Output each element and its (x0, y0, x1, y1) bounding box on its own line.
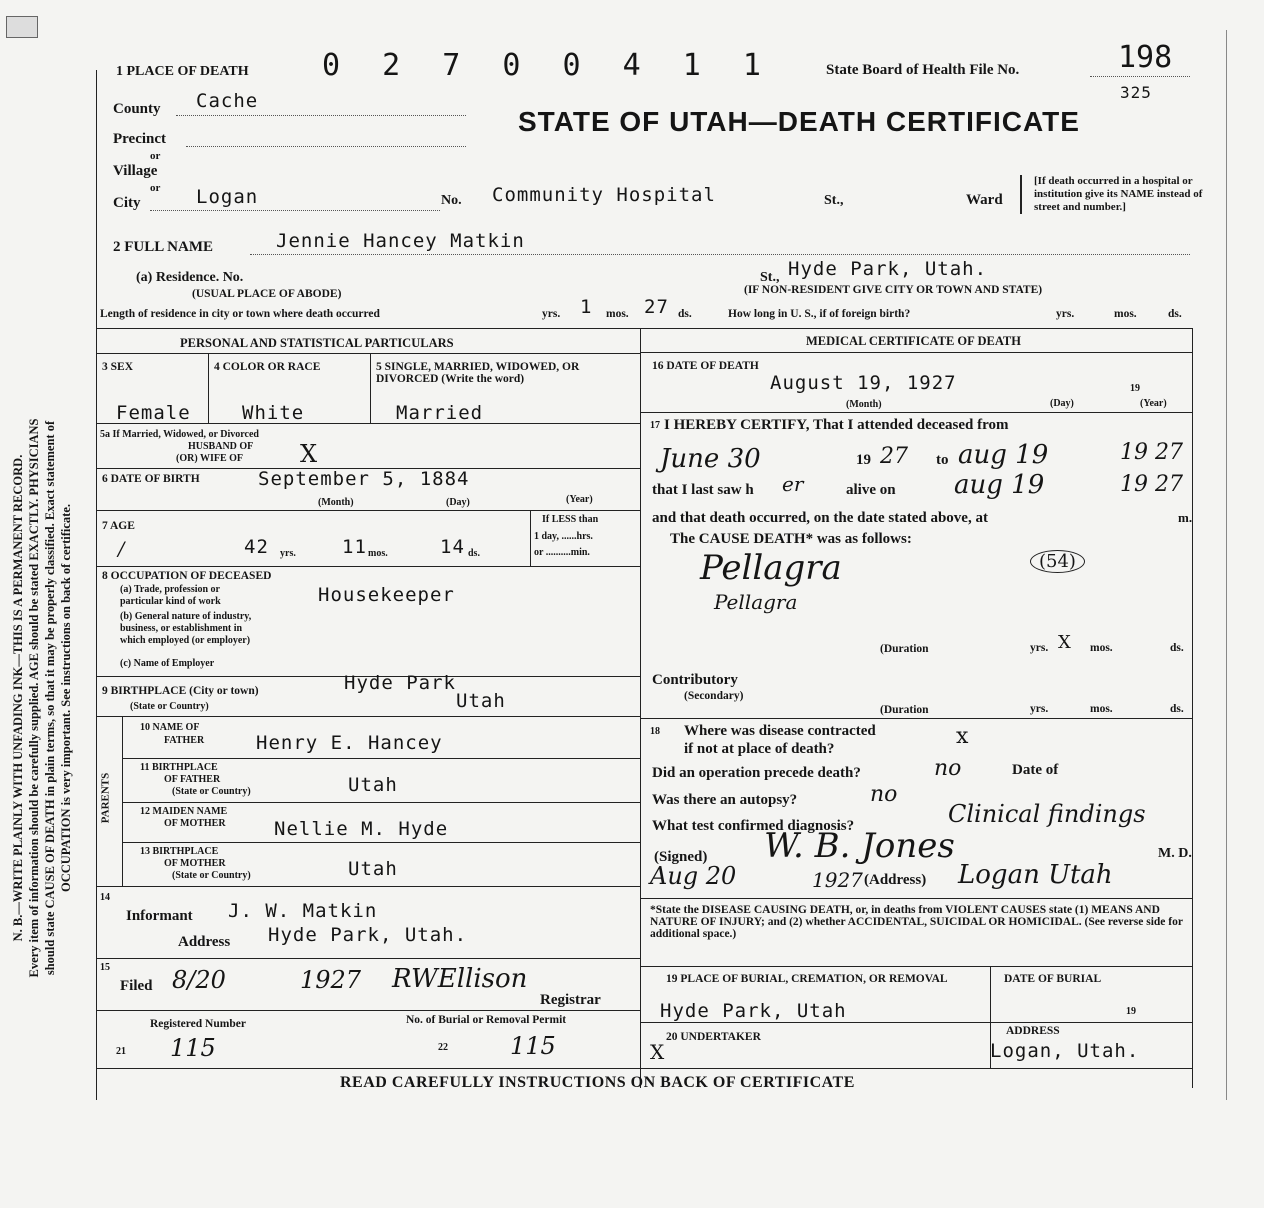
signed-date: Aug 20 (650, 862, 737, 890)
age-less-1: If LESS than (542, 514, 599, 525)
certify-label: I HEREBY CERTIFY, That I attended deceased from (664, 417, 1009, 433)
last-saw-label: that I last saw h (652, 482, 754, 498)
operation-date-label: Date of (1012, 762, 1059, 778)
attended-from-year: 27 (880, 444, 908, 469)
age-label: 7 AGE (102, 520, 135, 532)
residence-value: Hyde Park, Utah. (788, 258, 988, 280)
color-value: White (242, 402, 305, 424)
parents-label: PARENTS (99, 772, 112, 824)
registrar-label: Registrar (540, 992, 601, 1008)
ward-label: Ward (966, 192, 1003, 208)
or-2: or (150, 182, 161, 194)
father-bp-label-1: 11 BIRTHPLACE (140, 762, 218, 773)
county-label: County (113, 101, 161, 117)
place-of-death-label: 1 PLACE OF DEATH (116, 64, 249, 79)
hospital-note: [If death occurred in a hospital or institution give its NAME instead of street and number.] (1020, 175, 1204, 214)
cause-code: (54) (1030, 550, 1085, 573)
age-ds-value: 14 (440, 536, 465, 558)
duration-mos: mos. (1090, 642, 1113, 654)
foreign-birth-label: How long in U. S., if of foreign birth? (728, 308, 911, 320)
precinct-label: Precinct (113, 131, 167, 147)
row-line-12 (96, 1010, 640, 1011)
signed-label: (Signed) (654, 849, 708, 865)
date-month: (Month) (846, 399, 882, 410)
cause-value: Pellagra (700, 548, 842, 588)
test-label: What test confirmed diagnosis? (652, 818, 855, 834)
father-bp-label-3: (State or Country) (172, 786, 251, 797)
undertaker-label: 20 UNDERTAKER (666, 1031, 761, 1043)
father-value: Henry E. Hancey (256, 732, 443, 754)
father-label-2: FATHER (164, 735, 205, 746)
burial-permit-label: No. of Burial or Removal Permit (406, 1014, 567, 1026)
row-line-9 (122, 842, 640, 843)
file-no-sub: 325 (1120, 83, 1152, 102)
mother-bp-label-2: OF MOTHER (164, 858, 226, 869)
color-label: 4 COLOR OR RACE (214, 361, 321, 373)
secondary-label: (Secondary) (684, 690, 744, 702)
dob-label: 6 DATE OF BIRTH (102, 473, 200, 485)
father-label-1: 10 NAME OF (140, 722, 200, 733)
cause-note: *State the DISEASE CAUSING DEATH, or, in deaths from VIOLENT CAUSES state (1) MEANS AND NATURE OF INJURY; and (2) whether ACCIDENTAL, SUICIDAL OR HOMICIDAL. (See reverse side for additional space.) (650, 904, 1183, 940)
side-instructions (10, 188, 74, 1208)
mother-birthplace-value: Utah (348, 858, 398, 880)
date-year: (Year) (1140, 398, 1167, 409)
personal-head-line (96, 353, 640, 354)
duration2-ds: ds. (1170, 703, 1184, 715)
corner-stamp (6, 16, 38, 38)
center-divider (640, 328, 641, 1088)
side-note-1: N. B.—WRITE PLAINLY WITH UNFADING INK—THIS IS A PERMANENT RECORD. (11, 454, 25, 942)
last-saw-year: 19 27 (1120, 472, 1183, 497)
last-saw-pronoun: er (782, 472, 804, 496)
burial-place-value: Hyde Park, Utah (660, 1000, 847, 1022)
date-of-death-value: August 19, 1927 (770, 372, 957, 394)
nonresident-note: (IF NON-RESIDENT GIVE CITY OR TOWN AND STATE) (744, 284, 1043, 296)
residence-st: St., (760, 270, 780, 285)
foreign-ds: ds. (1168, 308, 1182, 320)
dob-year: (Year) (566, 494, 593, 505)
filed-value: 8/20 (172, 966, 226, 994)
length-yrs-label: yrs. (542, 308, 561, 320)
or-1: or (150, 150, 161, 162)
age-less-3: or ..........min. (534, 547, 590, 558)
mother-bp-label-1: 13 BIRTHPLACE (140, 846, 219, 857)
spouse-label-1: 5a If Married, Widowed, or Divorced (100, 429, 259, 440)
informant-value: J. W. Matkin (228, 900, 378, 922)
registrar-signature: RWEllison (392, 964, 528, 994)
burial-place-label: 19 PLACE OF BURIAL, CREMATION, OR REMOVAL (666, 973, 948, 985)
to-label: to (936, 452, 949, 468)
file-no-label: State Board of Health File No. (826, 62, 1020, 78)
mother-bp-label-3: (State or Country) (172, 870, 251, 881)
contracted-value: x (956, 724, 969, 749)
age-mos-label: mos. (368, 548, 388, 559)
industry-label-1: (b) General nature of industry, (120, 611, 252, 622)
contracted-label-2: if not at place of death? (684, 741, 835, 757)
row-line-4 (96, 566, 640, 567)
spouse-value: X (300, 440, 318, 468)
medical-section-label: MEDICAL CERTIFICATE OF DEATH (806, 334, 1021, 348)
row-line-7 (122, 758, 640, 759)
city-label: City (113, 195, 141, 211)
birthplace-sub: (State or Country) (130, 701, 209, 712)
age-ds-label: ds. (468, 548, 480, 559)
attended-to-year: 19 27 (1120, 440, 1183, 465)
marital-label: 5 SINGLE, MARRIED, WIDOWED, OR DIVORCED (Write the word) (376, 361, 580, 385)
signed-address-value: Logan Utah (958, 860, 1113, 890)
n18: 18 (650, 726, 660, 737)
full-name-line (250, 254, 1190, 255)
filed-label: Filed (120, 978, 153, 994)
sex-divider (208, 353, 209, 423)
trade-label-2: particular kind of work (120, 596, 221, 607)
personal-section-label: PERSONAL AND STATISTICAL PARTICULARS (180, 336, 454, 350)
industry-label-2: business, or establishment in (120, 623, 243, 634)
undertaker-address-label: ADDRESS (1006, 1025, 1060, 1037)
color-divider (370, 353, 371, 423)
sex-label: 3 SEX (102, 361, 133, 373)
spouse-label-2: HUSBAND OF (188, 441, 254, 452)
med-line-3 (640, 898, 1192, 899)
row-line-10 (96, 886, 640, 887)
length-ds-label: ds. (678, 308, 692, 320)
mother-label-1: 12 MAIDEN NAME (140, 806, 228, 817)
n14: 14 (100, 892, 110, 903)
main-box-top (96, 328, 1192, 329)
city-value: Logan (196, 186, 259, 208)
row-line-11 (96, 958, 640, 959)
burial-date-19: 19 (1126, 1006, 1136, 1017)
father-birthplace-value: Utah (348, 774, 398, 796)
city-line (150, 210, 440, 211)
spouse-label-3: (OR) WIFE OF (176, 453, 244, 464)
full-name-label: 2 FULL NAME (113, 239, 214, 255)
attended-to: aug 19 (958, 440, 1049, 470)
med-line-1 (640, 412, 1192, 413)
birthplace-city: Hyde Park (344, 672, 456, 694)
main-box-bottom (96, 1068, 1192, 1069)
medical-head-line (640, 352, 1192, 353)
certificate-title: STATE OF UTAH—DEATH CERTIFICATE (518, 106, 1080, 137)
duration-x: X (1058, 632, 1071, 653)
contracted-label-1: Where was disease contracted (684, 723, 876, 739)
duration2-yrs: yrs. (1030, 703, 1049, 715)
marital-value: Married (396, 402, 484, 424)
precinct-line (186, 146, 466, 147)
duration-ds: ds. (1170, 642, 1184, 654)
certificate-serial: 0 2 7 0 0 4 1 1 (322, 48, 773, 83)
father-bp-label-2: OF FATHER (164, 774, 221, 785)
alive-label: alive on (846, 482, 896, 498)
operation-label: Did an operation precede death? (652, 765, 861, 781)
birthplace-state: Utah (456, 690, 506, 712)
informant-label: Informant (126, 908, 193, 924)
n17: 17 (650, 420, 660, 431)
length-mos-label: mos. (606, 308, 629, 320)
mother-label-2: OF MOTHER (164, 818, 226, 829)
mother-value: Nellie M. Hyde (274, 818, 449, 840)
side-note-3: should state CAUSE OF DEATH in plain terms, so that it may be properly classified. Exact statement of (43, 420, 57, 976)
sex-value: Female (116, 402, 191, 424)
duration2-mos: mos. (1090, 703, 1113, 715)
reg-number-label: Registered Number (150, 1018, 246, 1030)
main-box-right (1192, 328, 1193, 1088)
reg-number-value: 115 (170, 1034, 216, 1062)
dob-day: (Day) (446, 497, 470, 508)
foreign-yrs: yrs. (1056, 308, 1075, 320)
dob-value: September 5, 1884 (258, 468, 470, 490)
cause-label: The CAUSE DEATH* was as follows: (670, 531, 912, 547)
dob-month: (Month) (318, 497, 354, 508)
county-line (176, 115, 466, 116)
st-label: St., (824, 193, 844, 208)
informant-address-value: Hyde Park, Utah. (268, 924, 468, 946)
full-name-value: Jennie Hancey Matkin (276, 230, 525, 252)
length-mos-value: 27 (644, 296, 669, 318)
cause-secondary-writing: Pellagra (714, 590, 798, 614)
med-line-4 (640, 966, 1192, 967)
industry-label-3: which employed (or employer) (120, 635, 251, 646)
permit-number-value: 115 (510, 1032, 556, 1060)
date-of-death-label: 16 DATE OF DEATH (652, 360, 759, 372)
side-note-2: Every item of information should be carefully supplied. AGE should be stated EXACTLY. PHYSICIANS (27, 418, 41, 978)
n22: 22 (438, 1042, 448, 1053)
residence-label: (a) Residence. No. (136, 270, 244, 285)
physician-signature: W. B. Jones (764, 826, 955, 866)
frame-right (1226, 30, 1227, 1100)
med-line-2 (640, 718, 1192, 719)
street-value: Community Hospital (492, 184, 716, 206)
informant-address-label: Address (178, 934, 231, 950)
burial-date-label: DATE OF BURIAL (1004, 973, 1102, 985)
duration-yrs: yrs. (1030, 642, 1049, 654)
occupation-label: 8 OCCUPATION OF DECEASED (102, 570, 272, 582)
attended-from: June 30 (660, 444, 761, 474)
md-label: M. D. (1158, 846, 1192, 861)
parents-divider (122, 716, 123, 886)
county-value: Cache (196, 90, 259, 112)
birthplace-label: 9 BIRTHPLACE (City or town) (102, 685, 259, 697)
signed-address-label: (Address) (864, 872, 927, 888)
operation-value: no (934, 756, 962, 781)
village-label: Village (113, 163, 158, 179)
date-19: 19 (1130, 383, 1140, 394)
foreign-mos: mos. (1114, 308, 1137, 320)
row-line-8 (122, 802, 640, 803)
last-saw-value: aug 19 (954, 470, 1045, 500)
trade-value: Housekeeper (318, 584, 455, 606)
age-less-2: 1 day, ......hrs. (534, 531, 593, 542)
duration2-label: (Duration (880, 704, 929, 716)
age-yrs-label: yrs. (280, 548, 296, 559)
autopsy-label: Was there an autopsy? (652, 792, 798, 808)
row-line-6 (96, 716, 640, 717)
age-mark: / (118, 538, 125, 560)
duration-label: (Duration (880, 643, 929, 655)
footer-instructions: READ CAREFULLY INSTRUCTIONS ON BACK OF CERTIFICATE (340, 1074, 855, 1091)
employer-label: (c) Name of Employer (120, 658, 215, 669)
occurred-label: and that death occurred, on the date stated above, at (652, 510, 988, 526)
med-line-5 (640, 1022, 1192, 1023)
row-line-3 (96, 510, 640, 511)
trade-label-1: (a) Trade, profession or (120, 584, 220, 595)
age-less-divider (530, 510, 531, 566)
attended-from-19: 19 (856, 452, 871, 468)
contributory-label: Contributory (652, 672, 738, 688)
undertaker-value: X (650, 1040, 665, 1064)
no-label: No. (441, 193, 462, 208)
undertaker-address-value: Logan, Utah. (990, 1040, 1140, 1062)
frame-left (96, 70, 97, 1100)
file-no: 198 (1118, 40, 1173, 75)
file-no-line (1090, 76, 1190, 77)
signed-year: 1927 (812, 868, 863, 892)
test-value: Clinical findings (948, 800, 1146, 828)
filed-year: 1927 (300, 966, 362, 994)
n21: 21 (116, 1046, 126, 1057)
length-yrs-value: 1 (580, 296, 593, 318)
date-day: (Day) (1050, 398, 1074, 409)
age-mos-value: 11 (342, 536, 367, 558)
residence-sub: (USUAL PLACE OF ABODE) (192, 288, 342, 300)
row-line-1 (96, 423, 640, 424)
n15: 15 (100, 962, 110, 973)
age-yrs-value: 42 (244, 536, 269, 558)
occurred-m: m. (1178, 510, 1193, 525)
side-note-4: OCCUPATION is very important. See instructions on back of certificate. (59, 503, 73, 893)
autopsy-value: no (870, 782, 898, 807)
length-of-residence-label: Length of residence in city or town where death occurred (100, 308, 380, 320)
